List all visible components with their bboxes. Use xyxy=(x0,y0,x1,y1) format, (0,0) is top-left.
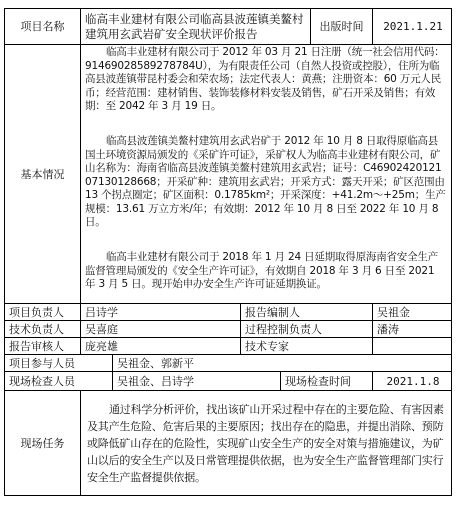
report-reviewer-value: 庞亮雄 xyxy=(81,338,241,354)
field-task-label: 现场任务 xyxy=(5,391,81,495)
field-task-text: 通过科学分析评价，找出该矿山开采过程中存在的主要危险、有害因素及其产生危险、危害后果的主要原因；找出存在的隐患，并提出消除、预防或降低矿山存在的危险性，实现矿山安全生产的安全对策与措施建议，为矿山以后的安全生产以及日常管理提供依据，也为安全生产监督管理部门实行安全生产监督提供依据。 xyxy=(87,403,444,484)
basic-info-paragraph-2: 临高县波莲镇美鳌村建筑用玄武岩矿于 2012 年 10 月 8 日取得原临高县国土环境资源局颁发的《采矿许可证》，采矿权人为临高丰业建材有限公司，矿山名称为：海南省临高县波莲镇美鳌村建筑用玄武岩；证号：C4690242012107130128668；开采矿种：建筑用玄武岩；开采方式：露天开采；矿区范围由 13 个拐点圈定；矿区面积：0.1785km²；开采深度：+41.2m～+25m；生产规模：13.61 万立方米/年；有效期：2012 年 10 月 8 日至 2022 年 10 月 8 日。 xyxy=(85,135,446,228)
site-inspection-date-label: 现场检查时间 xyxy=(281,372,373,390)
process-control-value: 潘涛 xyxy=(377,322,399,336)
site-inspection-date-value: 2021.1.8 xyxy=(386,374,440,388)
project-members-value: 吴祖金、郭新平 xyxy=(117,356,194,370)
tech-leader-label: 技术负责人 xyxy=(5,321,81,337)
report-writer-value: 吴祖金 xyxy=(377,305,410,319)
tech-leader-value: 吴喜庭 xyxy=(81,321,241,337)
staff-row-tech xyxy=(4,321,452,338)
process-control-label: 过程控制负责人 xyxy=(241,321,373,337)
project-leader-label: 项目负责人 xyxy=(5,304,81,320)
project-leader-value: 吕诗学 xyxy=(81,304,241,320)
report-reviewer-label: 报告审核人 xyxy=(5,338,81,354)
publish-date-value: 2021.1.21 xyxy=(383,20,443,33)
project-members-label: 项目参与人员 xyxy=(5,355,113,371)
report-writer-label: 报告编制人 xyxy=(241,304,373,320)
site-inspectors-label: 现场检查人员 xyxy=(5,372,113,390)
project-row xyxy=(4,8,452,45)
publish-date-label: 出版时间 xyxy=(311,9,373,44)
staff-row-members xyxy=(4,355,452,372)
tech-expert-label: 技术专家 xyxy=(241,338,373,354)
basic-info-paragraph-3: 临高丰业建材有限公司于 2018 年 1 月 24 日延期取得原海南省安全生产监督管理局颁发的《安全生产许可证》，有效期自 2018 年 3 月 6 日至 2021 年 3 月 5 日。现开始申办安全生产许可证延期换证。 xyxy=(85,251,438,290)
site-inspectors-value: 吴祖金、吕诗学 xyxy=(113,372,281,390)
tech-expert-value xyxy=(373,338,453,354)
basic-info-row xyxy=(4,45,452,304)
staff-row-inspection xyxy=(4,372,452,391)
basic-info-paragraph-1: 临高丰业建材有限公司于 2012 年 03 月 21 日注册（统一社会信用代码：91469028589278784U），为有限责任公司（自然人投资或控股），住所为临高县波莲镇带昆村委会和荣农场；法定代表人：黄燕；注册资本：60 万元人民币；经营范围：建材销售、装饰装修材料安装及销售，矿石开采及销售；有效期：至 2042 年 3 月 19 日。 xyxy=(85,46,445,112)
staff-row-review xyxy=(4,338,452,355)
field-task-row xyxy=(4,391,452,496)
project-name-label: 项目名称 xyxy=(5,9,81,44)
basic-info-label: 基本情况 xyxy=(5,45,81,303)
project-name-value: 临高丰业建材有限公司临高县波莲镇美鳌村建筑用玄武岩矿安全现状评价报告 xyxy=(81,9,311,44)
staff-row-leader xyxy=(4,304,452,321)
